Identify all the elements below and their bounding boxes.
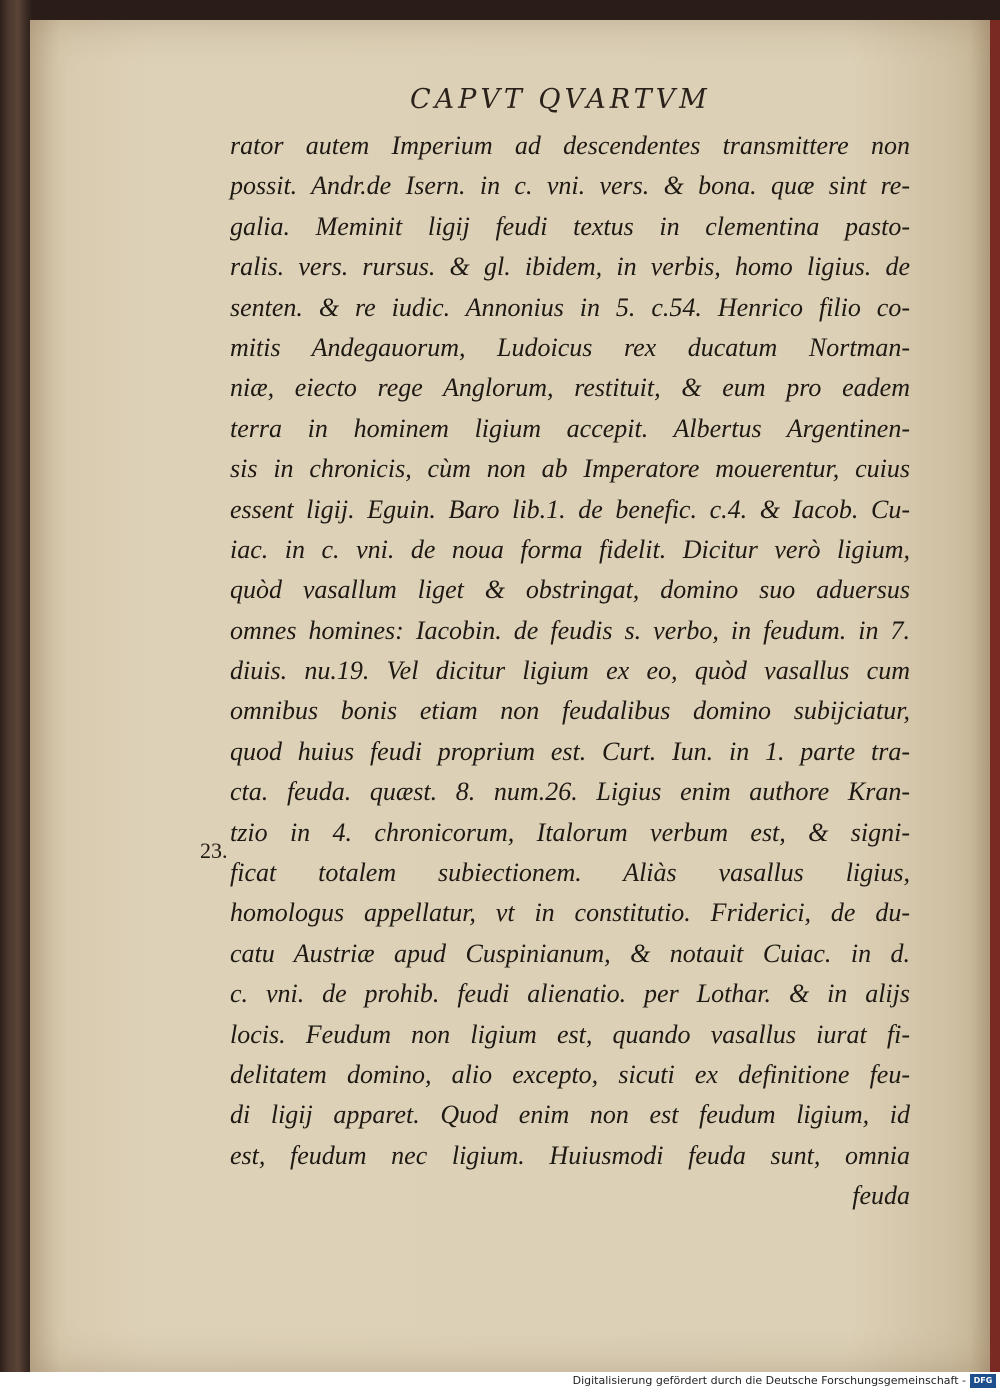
text-line: sis in chronicis, cùm non ab Imperatore mouerentur, cuius bbox=[230, 454, 910, 484]
text-line: delitatem domino, alio excepto, sicuti ex definitione feu- bbox=[230, 1059, 910, 1089]
text-line: rator autem Imperium ad descendentes transmittere non bbox=[230, 131, 910, 160]
catchword: feuda bbox=[852, 1181, 910, 1211]
page-body bbox=[230, 126, 910, 1217]
text-line: tzio in 4. chronicorum, Italorum verbum est, & signi- bbox=[230, 817, 910, 847]
margin-number: 23. bbox=[200, 838, 228, 863]
text-line: c. vni. de prohib. feudi alienatio. per Lothar. & in alijs bbox=[230, 979, 910, 1009]
text-line: locis. Feudum non ligium est, quando vasallus iurat fi- bbox=[230, 1019, 910, 1049]
text-line: iac. in c. vni. de noua forma fidelit. Dicitur verò ligium, bbox=[230, 534, 910, 564]
text-line: quòd vasallum liget & obstringat, domino suo aduersus bbox=[230, 575, 910, 605]
text-line: senten. & re iudic. Annonius in 5. c.54. Henrico filio co- bbox=[230, 292, 910, 322]
text-line: ralis. vers. rursus. & gl. ibidem, in verbis, homo ligius. de bbox=[230, 252, 910, 282]
text-line: possit. Andr.de Isern. in c. vni. vers. & bona. quæ sint re- bbox=[230, 171, 910, 201]
text-line: quod huius feudi proprium est. Curt. Iun. in 1. parte tra- bbox=[230, 736, 910, 766]
text-line: galia. Meminit ligij feudi textus in clementina pasto- bbox=[230, 211, 910, 241]
text-line: cta. feuda. quæst. 8. num.26. Ligius enim authore Kran- bbox=[230, 777, 910, 807]
footer-bar bbox=[0, 1372, 1000, 1391]
text-line: ficat totalem subiectionem. Aliàs vasallus ligius, bbox=[230, 858, 910, 888]
text-line: homologus appellatur, vt in constitutio. Friderici, de du- bbox=[230, 898, 910, 928]
digitization-credit: Digitalisierung gefördert durch die Deutsche Forschungsgemeinschaft - bbox=[572, 1374, 966, 1387]
text-line: catu Austriæ apud Cuspinianum, & notauit Cuiac. in d. bbox=[230, 938, 910, 968]
text-line: terra in hominem ligium accepit. Albertus Argentinen- bbox=[230, 413, 910, 443]
text-line: omnes homines: Iacobin. de feudis s. verbo, in feudum. in 7. bbox=[230, 615, 910, 645]
text-line: essent ligij. Eguin. Baro lib.1. de benefic. c.4. & Iacob. Cu- bbox=[230, 494, 910, 524]
text-line: diuis. nu.19. Vel dicitur ligium ex eo, quòd vasallus cum bbox=[230, 656, 910, 686]
text-line: niæ, eiecto rege Anglorum, restituit, & eum pro eadem bbox=[230, 373, 910, 403]
binding-edge bbox=[990, 20, 1000, 1372]
text-line: di ligij apparet. Quod enim non est feudum ligium, id bbox=[230, 1100, 910, 1130]
text-line: omnibus bonis etiam non feudalibus domino subijciatur, bbox=[230, 696, 910, 726]
dfg-logo-icon: DFG bbox=[970, 1374, 996, 1388]
running-title: CAPVT QVARTVM bbox=[410, 84, 711, 115]
text-line: mitis Andegauorum, Ludoicus rex ducatum Nortman- bbox=[230, 332, 910, 362]
text-line: est, feudum nec ligium. Huiusmodi feuda sunt, omnia bbox=[230, 1140, 910, 1170]
